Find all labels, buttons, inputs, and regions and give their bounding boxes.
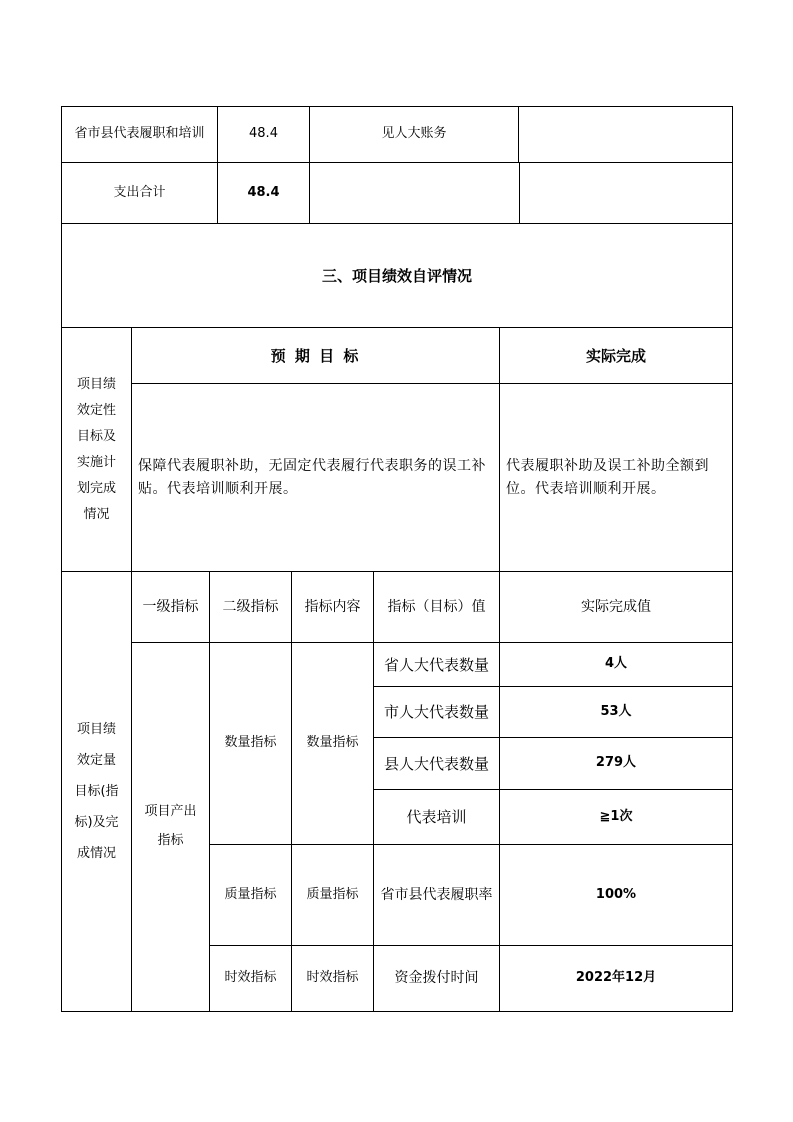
actual-completion-text-cell	[499, 383, 733, 572]
target-cell-6	[373, 945, 500, 1012]
actual-text-2: 53人	[600, 703, 632, 719]
total-empty-cell-2	[519, 162, 733, 224]
budget-basis-cell	[309, 106, 519, 163]
quantity-content-cell	[291, 642, 374, 845]
budget-item-text: 省市县代表履职和培训	[74, 126, 205, 142]
budget-amount-cell	[217, 106, 310, 163]
actual-cell-1	[499, 642, 733, 687]
actual-completion-header-text: 实际完成	[585, 346, 646, 365]
target-text-4: 代表培训	[406, 808, 467, 826]
expected-goal-header-text: 预 期 目 标	[270, 346, 361, 365]
target-text-6: 资金拨付时间	[394, 970, 479, 987]
actual-cell-5	[499, 844, 733, 946]
actual-cell-3	[499, 737, 733, 790]
header-level1	[131, 571, 210, 643]
target-cell-4	[373, 789, 500, 845]
quantity-level2-text: 数量指标	[224, 735, 277, 751]
actual-cell-4	[499, 789, 733, 845]
header-actual-text: 实际完成值	[581, 598, 651, 615]
quality-content-cell	[291, 844, 374, 946]
level1-output-indicator	[131, 642, 210, 1012]
target-cell-2	[373, 686, 500, 738]
quality-level2-text: 质量指标	[224, 886, 277, 902]
timeliness-content-cell	[291, 945, 374, 1012]
actual-text-6: 2022年12月	[575, 970, 657, 986]
qualitative-row-label-text: 项目绩 效定性 目标及 实施计 划完成 情况	[76, 376, 116, 522]
quantity-content-text: 数量指标	[306, 735, 359, 751]
quantity-level2-cell	[209, 642, 292, 845]
target-text-1: 省人大代表数量	[383, 655, 489, 674]
expected-goal-header	[131, 327, 500, 384]
timeliness-content-text: 时效指标	[306, 970, 359, 986]
total-amount-text: 48.4	[247, 184, 280, 200]
total-amount-cell	[217, 162, 310, 224]
target-text-3: 县人大代表数量	[383, 754, 489, 773]
budget-note-cell	[518, 106, 733, 163]
header-content-text: 指标内容	[304, 598, 361, 615]
actual-completion-text: 代表履职补助及误工补助全额到位。代表培训顺利开展。	[506, 458, 709, 497]
budget-amount-text: 48.4	[249, 126, 278, 142]
quality-level2-cell	[209, 844, 292, 946]
actual-text-3: 279人	[595, 755, 637, 771]
level1-output-indicator-text: 项目产出 指标	[144, 804, 197, 848]
actual-completion-header	[499, 327, 733, 384]
expected-goal-text: 保障代表履职补助，无固定代表履行代表职务的误工补贴。代表培训顺利开展。	[138, 458, 486, 497]
section-title-text: 三、项目绩效自评情况	[321, 266, 472, 285]
timeliness-level2-text: 时效指标	[224, 970, 277, 986]
expected-goal-text-cell	[131, 383, 500, 572]
header-actual	[499, 571, 733, 643]
actual-cell-6	[499, 945, 733, 1012]
header-level2-text: 二级指标	[222, 598, 279, 615]
target-cell-1	[373, 642, 500, 687]
header-target	[373, 571, 500, 643]
actual-text-4: ≧1次	[599, 808, 633, 824]
total-label-text: 支出合计	[113, 184, 166, 200]
target-text-2: 市人大代表数量	[383, 703, 489, 721]
section-title	[61, 223, 733, 328]
header-target-text: 指标（目标）值	[387, 598, 486, 615]
budget-item-cell	[61, 106, 218, 163]
total-empty-cell	[309, 162, 520, 224]
header-level1-text: 一级指标	[142, 598, 199, 615]
budget-basis-text: 见人大账务	[381, 126, 447, 142]
quality-content-text: 质量指标	[306, 886, 359, 902]
timeliness-level2-cell	[209, 945, 292, 1012]
target-cell-3	[373, 737, 500, 790]
target-text-5: 省市县代表履职率	[380, 886, 493, 903]
quantitative-row-label-text: 项目绩 效定量 目标(指 标)及完 成情况	[74, 721, 119, 862]
actual-text-1: 4人	[604, 656, 628, 672]
actual-cell-2	[499, 686, 733, 738]
header-level2	[209, 571, 292, 643]
total-label-cell	[61, 162, 218, 224]
quantitative-row-label	[61, 571, 132, 1012]
actual-text-5: 100%	[595, 886, 637, 902]
header-content	[291, 571, 374, 643]
target-cell-5	[373, 844, 500, 946]
qualitative-row-label	[61, 327, 132, 572]
